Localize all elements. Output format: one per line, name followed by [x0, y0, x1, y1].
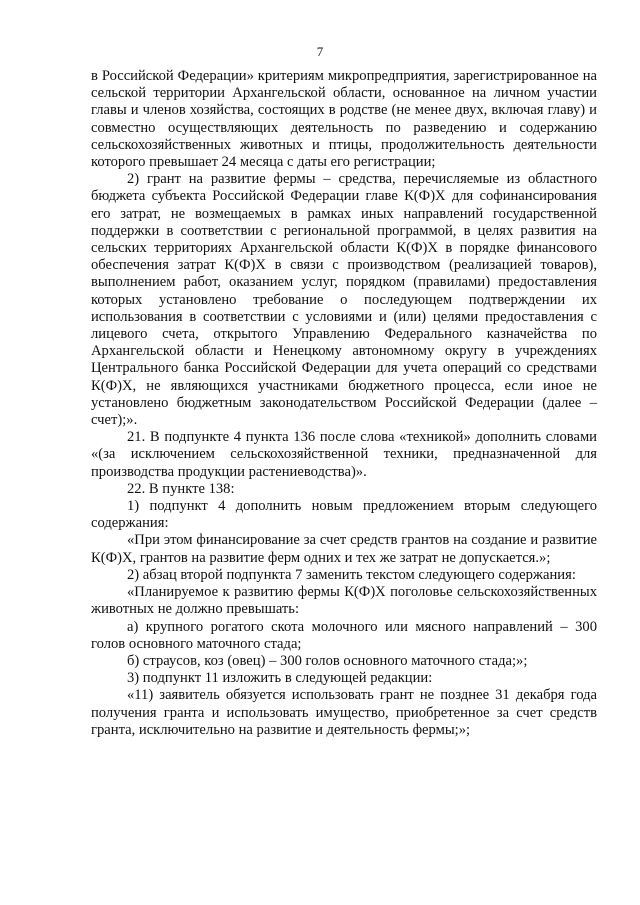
- paragraph-item-21: 21. В подпункте 4 пункта 136 после слова «техникой» дополнить словами «(за исключением сельскохозяйственной техники, предназначенной для производства продукции растениеводства)».: [91, 429, 597, 480]
- paragraph-quote-obligation: «11) заявитель обязуется использовать грант не позднее 31 декабря года получения гранта и использовать имущество, приобретенное за счет средств гранта, исключительно на развитие и деятельность фермы;»;: [91, 687, 597, 738]
- paragraph-subitem-1: 1) подпункт 4 дополнить новым предложением вторым следующего содержания:: [91, 498, 597, 532]
- paragraph-continuation: в Российской Федерации» критериям микропредприятия, зарегистрированное на сельской территории Архангельской области, основанное на личном участии главы и членов хозяйства, состоящих в родстве (не менее двух, включая главу) и совместно осуществляющих деятельность по разведению и содержанию сельскохозяйственных животных и птицы, продолжительность деятельности которого превышает 24 месяца с даты его регистрации;: [91, 68, 597, 171]
- paragraph-item-22: 22. В пункте 138:: [127, 480, 235, 497]
- page-number: 7: [316, 44, 324, 59]
- paragraph-grant-definition: 2) грант на развитие фермы – средства, перечисляемые из областного бюджета субъекта Российской Федерации главе К(Ф)Х для софинансирования его затрат, не возмещаемых в рамках иных направлений государственной поддержки в соответствии с региональной программой, в целях развития на сельских территориях Архангельской области К(Ф)Х в порядке финансового обеспечения затрат К(Ф)Х в связи с производством (реализацией товаров), выполнением работ, оказанием услуг, порядком (правилами) предоставления которых установлено требование о последующем подтверждении их использования в соответствии с условиями и (или) целями предоставления с лицевого счета, открытого Управлению Федерального казначейства по Архангельской области и Ненецкому автономному округу в учреждениях Центрального банка Российской Федерации для учета операций со средствами К(Ф)Х, не являющихся участниками бюджетного процесса, если иное не установлено бюджетным законодательством Российской Федерации (далее – счет);».: [91, 171, 597, 429]
- paragraph-point-a: а) крупного рогатого скота молочного или мясного направлений – 300 голов основного маточного стада;: [91, 618, 597, 652]
- document-body: [91, 68, 597, 739]
- paragraph-point-b: б) страусов, коз (овец) – 300 голов основного маточного стада;»;: [127, 652, 528, 669]
- paragraph-quote-livestock: «Планируемое к развитию фермы К(Ф)Х поголовье сельскохозяйственных животных не должно превышать:: [91, 584, 597, 618]
- paragraph-subitem-3: 3) подпункт 11 изложить в следующей редакции:: [127, 670, 433, 687]
- paragraph-subitem-2: 2) абзац второй подпункта 7 заменить текстом следующего содержания:: [127, 566, 576, 583]
- paragraph-quote-financing: «При этом финансирование за счет средств грантов на создание и развитие К(Ф)Х, грантов на развитие ферм одних и тех же затрат не допускается.»;: [91, 532, 597, 566]
